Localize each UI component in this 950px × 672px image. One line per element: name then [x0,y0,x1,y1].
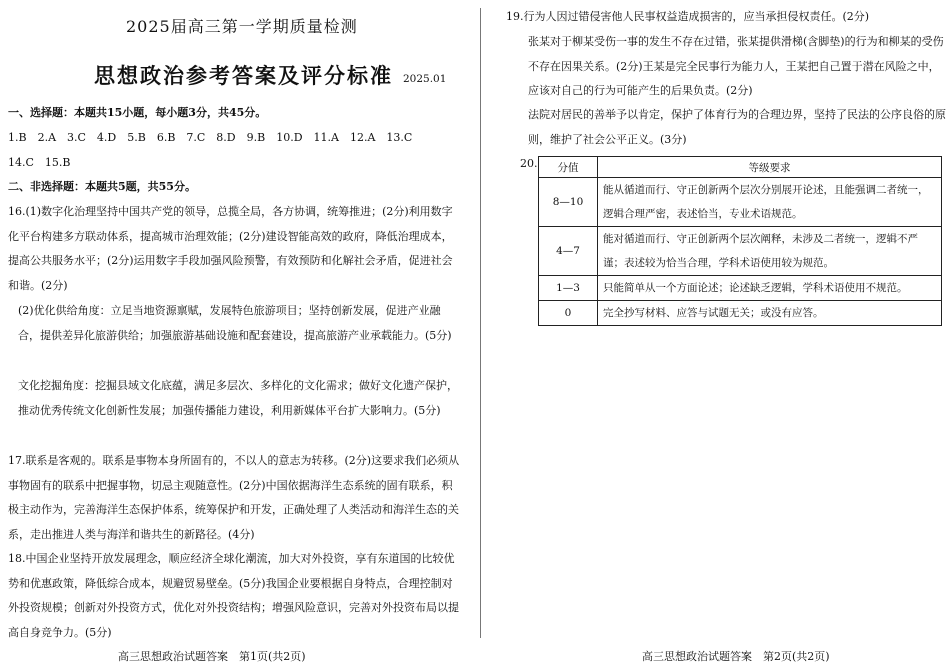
document-title: 思想政治参考答案及评分标准 [94,63,393,88]
q18-answer: 18.中国企业坚持开放发展理念，顺应经济全球化潮流，加大对外投资，享有东道国的比较优势和优惠政策，降低综合成本，规避贸易壁垒。(5分)我国企业要根据自身特点，合理控制对外投资规模；创新对外投资方式，优化对外投资结构；增强风险意识，完善对外投资布局以提高自身竞争力。(5分) [8,552,459,639]
q20-label: 20. [520,157,538,170]
row-requirement: 只能简单从一个方面论述；论述缺乏逻辑，学科术语使用不规范。 [598,276,942,301]
choice-answers-line1: 1.B 2.A 3.C 4.D 5.B 6.B 7.C 8.D 9.B 10.D 11.A 12.A 13.C [8,131,413,144]
table-row [539,276,942,301]
footer-page-2: 高三思想政治试题答案 第2页(共2页) [642,650,830,663]
table-header-score: 分值 [539,157,598,178]
column-divider [480,8,481,638]
row-score: 8—10 [539,178,598,227]
q16-part3: 文化挖掘角度：挖掘县域文化底蕴，满足多层次、多样化的文化需求；做好文化遗产保护，推动优秀传统文化创新性发展；加强传播能力建设，利用新媒体平台扩大影响力。(5分) [18,379,458,417]
row-requirement: 能从循道而行、守正创新两个层次分别展开论述，且能强调二者统一，逻辑合理严密，表述恰当，专业术语规范。 [598,178,942,227]
table-row [539,301,942,326]
table-header-requirement: 等级要求 [598,157,942,178]
q16-part2: (2)优化供给角度：立足当地资源禀赋，发展特色旅游项目；坚持创新发展，促进产业融合，提供差异化旅游供给；加强旅游基础设施和配套建设，提高旅游产业承载能力。(5分) [18,304,452,342]
row-score: 4—7 [539,227,598,276]
row-requirement: 能对循道而行、守正创新两个层次阐释，未涉及二者统一，逻辑不严谨；表述较为恰当合理，学科术语使用较为规范。 [598,227,942,276]
q16-part1: 16.(1)数字化治理坚持中国共产党的领导，总揽全局，各方协调，统筹推进；(2分)利用数字化平台构建多方联动体系，提高城市治理效能；(2分)建设智能高效的政府，降低治理成本，提高公共服务水平；(2分)运用数字手段加强风险预警，有效预防和化解社会矛盾，促进社会和谐。(2分) [8,205,453,292]
row-score: 0 [539,301,598,326]
choice-answers-line2: 14.C 15.B [8,156,71,169]
document-date: 2025.01 [403,73,447,85]
table-row [539,227,942,276]
q19-part3: 法院对居民的善举予以肯定，保护了体育行为的合理边界，坚持了民法的公序良俗的原则，维护了社会公平正义。(3分) [528,108,946,146]
row-requirement: 完全抄写材料、应答与试题无关；或没有应答。 [598,301,942,326]
table-row [539,178,942,227]
row-score: 1—3 [539,276,598,301]
exam-title: 2025届高三第一学期质量检测 [126,17,358,36]
section2-heading: 二、非选择题：本题共5题，共55分。 [8,180,196,193]
q19-part1: 19.行为人因过错侵害他人民事权益造成损害的，应当承担侵权责任。(2分) [506,10,870,23]
q17-answer: 17.联系是客观的。联系是事物本身所固有的，不以人的意志为转移。(2分)这要求我们必须从事物固有的联系中把握事物，切忌主观随意性。(2分)中国依据海洋生态系统的固有联系，积极主动作为，完善海洋生态保护体系，统筹保护和开发，正确处理了人类活动和海洋生态的关系，走出推进人类与海洋和谐共生的新路径。(4分) [8,454,460,541]
grading-table [538,156,942,326]
section1-heading: 一、选择题：本题共15小题，每小题3分，共45分。 [8,106,267,119]
q19-part2: 张某对于柳某受伤一事的发生不存在过错，张某提供滑梯(含脚垫)的行为和柳某的受伤不存在因果关系。(2分)王某是完全民事行为能力人，王某把自己置于潜在风险之中，应该对自己的行为可能产生的后果负责。(2分) [528,35,944,97]
footer-page-1: 高三思想政治试题答案 第1页(共2页) [118,650,306,663]
